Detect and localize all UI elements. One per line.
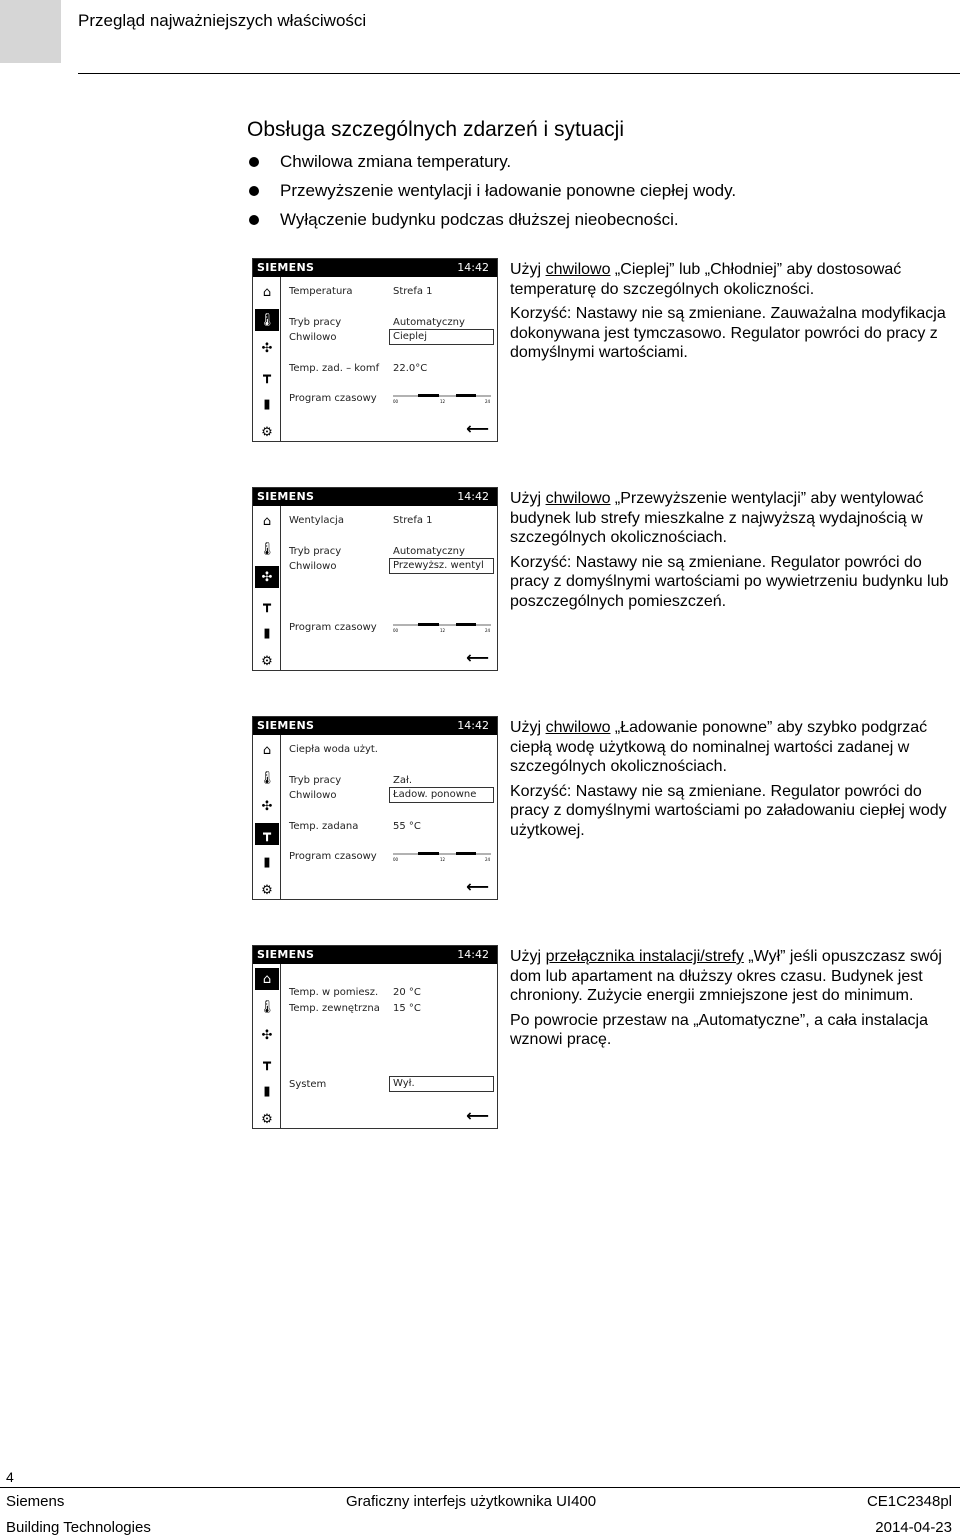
device-row-label: Program czasowy bbox=[289, 851, 377, 862]
term-link: chwilowo bbox=[545, 261, 611, 278]
bullet-dot-icon bbox=[249, 157, 259, 167]
gear-icon[interactable]: ⚙ bbox=[261, 882, 273, 898]
device-brand: SIEMENS bbox=[257, 719, 315, 732]
thermometer-icon[interactable]: 🌡︎ bbox=[258, 541, 276, 557]
term-link: chwilowo bbox=[545, 490, 611, 507]
bullet-dot-icon bbox=[249, 215, 259, 225]
term-link: chwilowo bbox=[545, 719, 611, 736]
thermometer-icon[interactable]: 🌡︎ bbox=[258, 770, 276, 786]
section-title: Obsługa szczególnych zdarzeń i sytuacji bbox=[247, 118, 625, 141]
back-arrow-icon[interactable]: ⟵ bbox=[466, 419, 489, 438]
device-row-label: Program czasowy bbox=[289, 393, 377, 404]
fan-icon[interactable]: ✣ bbox=[255, 566, 279, 588]
device-row-label: Temperatura bbox=[289, 286, 353, 297]
device-row-label: Ciepła woda użyt. bbox=[289, 744, 378, 755]
device-row-label: Wentylacja bbox=[289, 515, 344, 526]
device-row-label: Tryb pracy bbox=[289, 775, 342, 786]
gear-icon[interactable]: ⚙ bbox=[261, 653, 273, 669]
device-row-value: 20 °C bbox=[393, 987, 421, 998]
device-row-label: Temp. zad. – komf bbox=[289, 363, 380, 374]
thermometer-icon[interactable]: 🌡︎ bbox=[255, 309, 279, 331]
back-arrow-icon[interactable]: ⟵ bbox=[466, 877, 489, 896]
device-row-label: Temp. zadana bbox=[289, 821, 359, 832]
bullet-item: Przewyższenie wentylacji i ładowanie ponowne ciepłej wody. bbox=[247, 176, 736, 205]
device-selected-value[interactable]: Przewyższ. wentyl bbox=[389, 558, 494, 574]
term-link: przełącznika instalacji/strefy bbox=[545, 948, 744, 965]
tap-icon[interactable]: ┳ bbox=[255, 823, 279, 845]
device-selected-value[interactable]: Cieplej bbox=[389, 329, 494, 345]
device-row-label: System bbox=[289, 1079, 327, 1090]
chart-icon[interactable]: ▮ bbox=[263, 396, 271, 412]
schedule-tick: 12 bbox=[440, 628, 446, 632]
device-row-label: Tryb pracy bbox=[289, 546, 342, 557]
home-icon[interactable]: ⌂ bbox=[262, 284, 272, 300]
fan-icon[interactable]: ✣ bbox=[261, 798, 273, 814]
header-title: Przegląd najważniejszych właściwości bbox=[78, 11, 367, 30]
device-top-bar bbox=[253, 259, 497, 277]
device-row-label: Chwilowo bbox=[289, 332, 337, 343]
device-brand: SIEMENS bbox=[257, 261, 315, 274]
footer-rule bbox=[0, 1487, 960, 1488]
device-brand: SIEMENS bbox=[257, 948, 315, 961]
device-time: 14:42 bbox=[457, 948, 489, 961]
device-row-label: Chwilowo bbox=[289, 790, 337, 801]
tap-icon[interactable]: ┳ bbox=[263, 1055, 271, 1071]
bullet-item: Wyłączenie budynku podczas dłuższej nieobecności. bbox=[247, 205, 736, 234]
schedule-tick: 12 bbox=[440, 857, 446, 861]
header-rule bbox=[78, 73, 960, 74]
description-system: Użyj przełącznika instalacji/strefy „Wył” jeśli opuszczasz swój dom lub apartament na dłuższy okres czasu. Budynek jest chroniony. Zużycie energii zmniejszone jest do minimum. Po powrocie przestaw na „Automatyczne”, a cała instalacja wznowi pracę. bbox=[510, 948, 942, 1048]
device-sidebar bbox=[253, 964, 281, 1128]
device-time: 14:42 bbox=[457, 490, 489, 503]
footer-doc-id: CE1C2348pl bbox=[866, 1493, 952, 1510]
device-time: 14:42 bbox=[457, 261, 489, 274]
device-row-value: Strefa 1 bbox=[393, 286, 433, 297]
tap-icon[interactable]: ┳ bbox=[263, 597, 271, 613]
device-row-label: Program czasowy bbox=[289, 622, 377, 633]
device-row-value: Automatyczny bbox=[393, 546, 465, 557]
back-arrow-icon[interactable]: ⟵ bbox=[466, 1106, 489, 1125]
device-top-bar bbox=[253, 717, 497, 735]
chart-icon[interactable]: ▮ bbox=[263, 854, 271, 870]
device-screen-ventilation bbox=[252, 487, 498, 671]
device-screen-system bbox=[252, 945, 498, 1129]
tap-icon[interactable]: ┳ bbox=[263, 368, 271, 384]
bullet-item: Chwilowa zmiana temperatury. bbox=[247, 147, 736, 176]
bullet-list bbox=[247, 147, 736, 234]
device-time: 14:42 bbox=[457, 719, 489, 732]
bullet-dot-icon bbox=[249, 186, 259, 196]
thermometer-icon[interactable]: 🌡︎ bbox=[258, 999, 276, 1015]
schedule-tick: 24 bbox=[485, 628, 491, 632]
description-hot-water: Użyj chwilowo „Ładowanie ponowne” aby szybko podgrzać ciepłą wodę użytkową do nominalnej wartości zadanej w szczególnych okolicznościach. Korzyść: Nastawy nie są zmieniane. Regulator powróci do pracy z domyślnymi wartościami po załadowaniu ciepłej wody użytkowej. bbox=[510, 719, 947, 839]
device-row-value: 22.0°C bbox=[393, 363, 428, 374]
schedule-bar bbox=[393, 393, 491, 403]
fan-icon[interactable]: ✣ bbox=[261, 1027, 273, 1043]
device-row-value: Zał. bbox=[393, 775, 412, 786]
back-arrow-icon[interactable]: ⟵ bbox=[466, 648, 489, 667]
device-selected-value[interactable]: Wył. bbox=[389, 1076, 494, 1092]
page-number: 4 bbox=[6, 1469, 14, 1485]
description-temperature: Użyj chwilowo „Cieplej” lub „Chłodniej” aby dostosować temperaturę do szczególnych okoliczności. Korzyść: Nastawy nie są zmieniane. Zauważalna modyfikacja dokonywana jest tymczasowo. Regulator powróci do pracy z domyślnymi wartościami. bbox=[510, 261, 946, 361]
device-screen-temperature bbox=[252, 258, 498, 442]
device-row-label: Chwilowo bbox=[289, 561, 337, 572]
gear-icon[interactable]: ⚙ bbox=[261, 424, 273, 440]
chart-icon[interactable]: ▮ bbox=[263, 1083, 271, 1099]
device-sidebar bbox=[253, 506, 281, 670]
device-top-bar bbox=[253, 946, 497, 964]
schedule-tick: 00 bbox=[393, 399, 399, 403]
device-sidebar bbox=[253, 735, 281, 899]
home-icon[interactable]: ⌂ bbox=[255, 968, 279, 990]
footer-company: Siemens bbox=[6, 1493, 65, 1510]
device-row-label: Tryb pracy bbox=[289, 317, 342, 328]
chart-icon[interactable]: ▮ bbox=[263, 625, 271, 641]
schedule-tick: 12 bbox=[440, 399, 446, 403]
schedule-tick: 00 bbox=[393, 628, 399, 632]
device-row-value: 15 °C bbox=[393, 1003, 421, 1014]
device-row-value: Strefa 1 bbox=[393, 515, 433, 526]
corner-tab bbox=[0, 0, 61, 63]
device-brand: SIEMENS bbox=[257, 490, 315, 503]
device-row-value: Automatyczny bbox=[393, 317, 465, 328]
gear-icon[interactable]: ⚙ bbox=[261, 1111, 273, 1127]
schedule-tick: 24 bbox=[485, 857, 491, 861]
footer-division: Building Technologies bbox=[6, 1519, 151, 1536]
device-selected-value[interactable]: Ładow. ponowne bbox=[389, 787, 494, 803]
schedule-tick: 00 bbox=[393, 857, 399, 861]
schedule-bar bbox=[393, 622, 491, 632]
fan-icon[interactable]: ✣ bbox=[261, 340, 273, 356]
device-row-value: 55 °C bbox=[393, 821, 421, 832]
device-sidebar bbox=[253, 277, 281, 441]
footer-date: 2014-04-23 bbox=[875, 1519, 952, 1536]
device-row-label: Temp. w pomiesz. bbox=[289, 987, 379, 998]
device-screen-hot-water bbox=[252, 716, 498, 900]
home-icon[interactable]: ⌂ bbox=[262, 513, 272, 529]
device-top-bar bbox=[253, 488, 497, 506]
schedule-bar bbox=[393, 851, 491, 861]
schedule-tick: 24 bbox=[485, 399, 491, 403]
description-ventilation: Użyj chwilowo „Przewyższenie wentylacji” aby wentylować budynek lub strefy mieszkalne z najwyższą wydajnością w szczególnych okolicznościach. Korzyść: Nastawy nie są zmieniane. Regulator powróci do pracy z domyślnymi wartościami po wywietrzeniu budynku lub poszczególnych pomieszczeń. bbox=[510, 490, 949, 610]
footer-doc-title: Graficzny interfejs użytkownika UI400 bbox=[346, 1493, 597, 1510]
home-icon[interactable]: ⌂ bbox=[262, 742, 272, 758]
device-row-label: Temp. zewnętrzna bbox=[289, 1003, 380, 1014]
